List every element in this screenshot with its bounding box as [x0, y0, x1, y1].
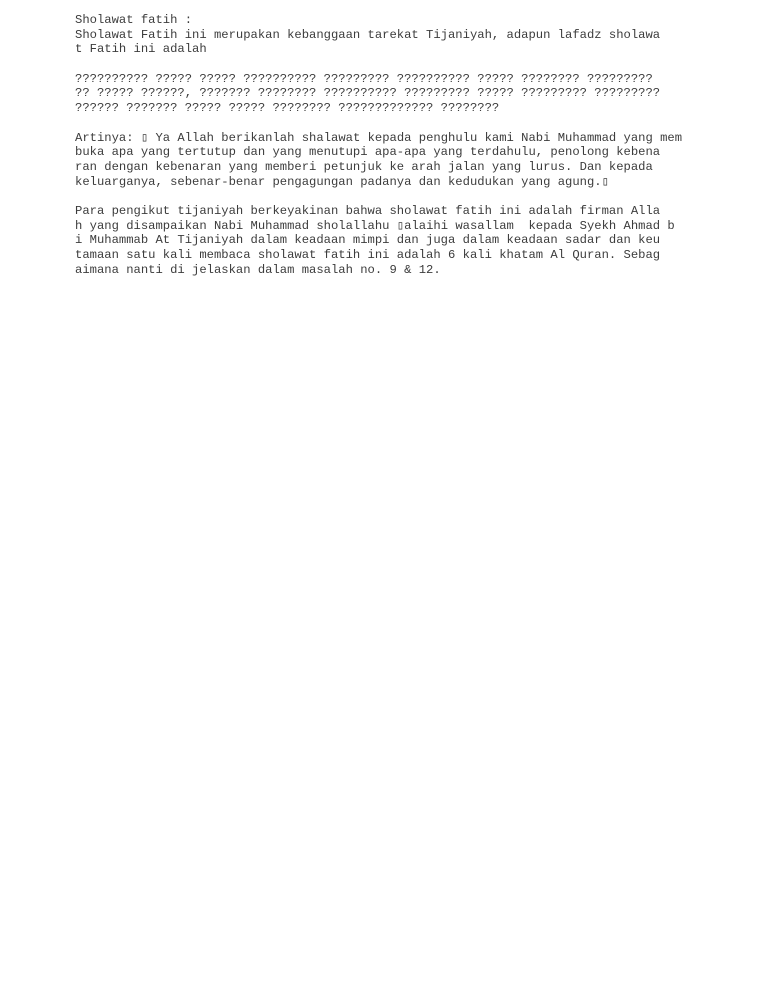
text-line: t Fatih ini adalah	[75, 42, 207, 57]
text-line: ?????? ??????? ????? ????? ???????? ????????????? ????????	[75, 101, 500, 116]
belief-paragraph	[75, 204, 715, 277]
arabic-text-paragraph	[75, 72, 715, 116]
text-line: h yang disampaikan Nabi Muhammad sholallahu ▯alaihi wasallam kepada Syekh Ahmad b	[75, 218, 675, 233]
text-line: ran dengan kebenaran yang memberi petunjuk ke arah jalan yang lurus. Dan kepada	[75, 159, 653, 174]
text-line: aimana nanti di jelaskan dalam masalah no. 9 & 12.	[75, 262, 441, 277]
translation-paragraph	[75, 131, 715, 190]
text-line: keluarganya, sebenar-benar pengagungan padanya dan kedudukan yang agung.▯	[75, 174, 609, 189]
text-line: ?? ????? ??????, ??????? ???????? ?????????? ????????? ????? ????????? ?????????	[75, 86, 661, 101]
text-line: tamaan satu kali membaca sholawat fatih ini adalah 6 kali khatam Al Quran. Sebag	[75, 248, 661, 262]
text-line: ?????????? ????? ????? ?????????? ????????? ?????????? ????? ???????? ?????????	[75, 71, 653, 86]
document-page	[75, 13, 715, 292]
heading-paragraph	[75, 13, 715, 57]
text-line: Artinya: ▯ Ya Allah berikanlah shalawat kepada penghulu kami Nabi Muhammad yang mem	[75, 130, 683, 145]
text-line: Sholawat Fatih ini merupakan kebanggaan tarekat Tijaniyah, adapun lafadz sholawa	[75, 27, 661, 42]
text-line: Para pengikut tijaniyah berkeyakinan bahwa sholawat fatih ini adalah firman Alla	[75, 203, 661, 218]
text-line: buka apa yang tertutup dan yang menutupi apa-apa yang terdahulu, penolong kebena	[75, 145, 661, 160]
text-line: Sholawat fatih :	[75, 13, 193, 27]
text-line: i Muhammab At Tijaniyah dalam keadaan mimpi dan juga dalam keadaan sadar dan keu	[75, 233, 661, 248]
